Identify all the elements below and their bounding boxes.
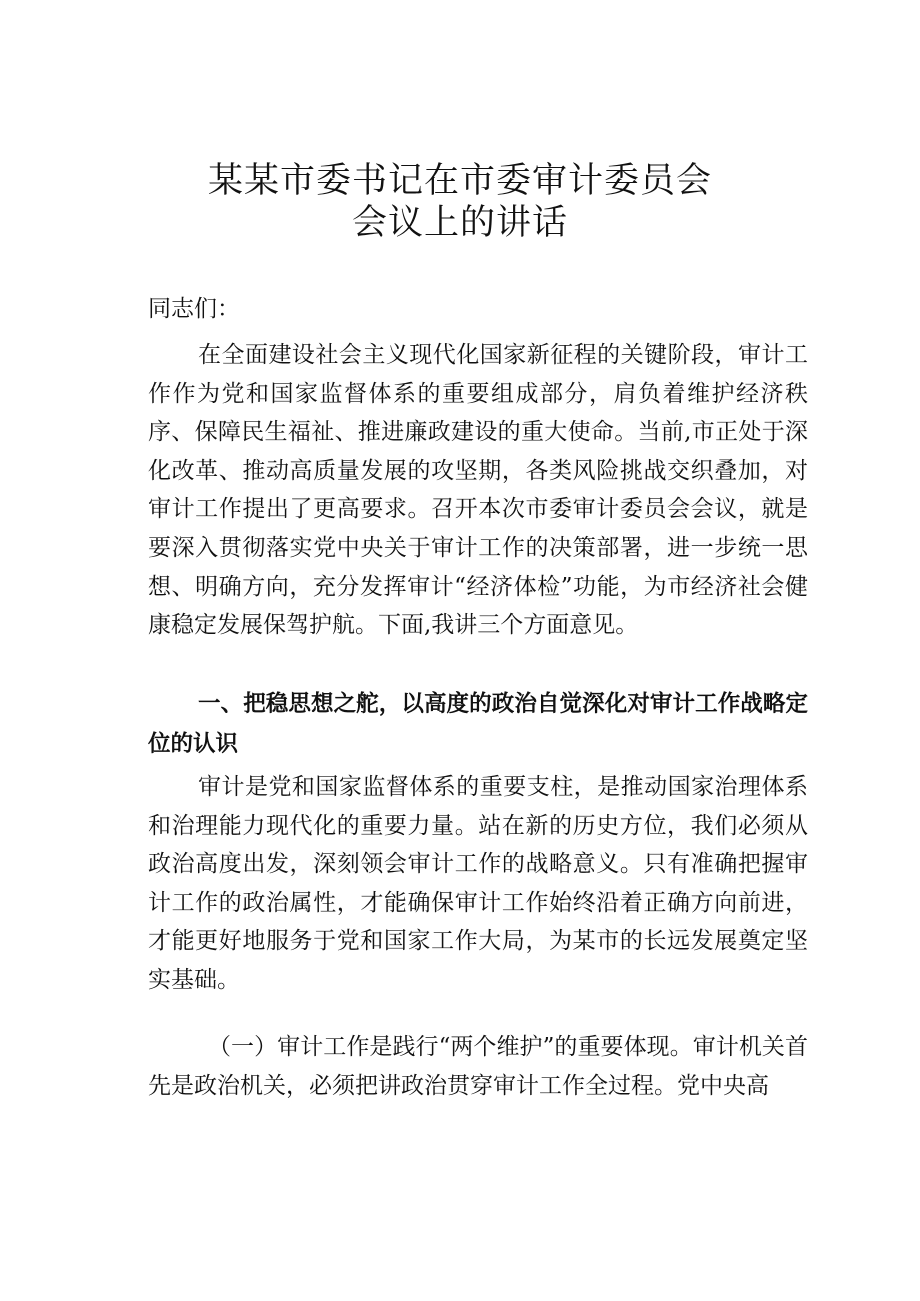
document-title-line-2: 会议上的讲话 — [351, 203, 568, 243]
document-title-line-1: 某某市委书记在市委审计委员会 — [207, 161, 712, 201]
intro-paragraph: 在全面建设社会主义现代化国家新征程的关键阶段，审计工作作为党和国家监督体系的重要组成部分，肩负着维护经济秩序、保障民生福祉、推进廉政建设的重大使命。当前,市正处于深化改革、推动高质量发展的攻坚期，各类风险挑战交织叠加，对审计工作提出了更高要求。召开本次市委审计委员会会议，就是要深入贯彻落实党中央关于审计工作的决策部署，进一步统一思想、明确方向，充分发挥审计“经济体检”功能，为市经济社会健康稳定发展保驾护航。下面,我讲三个方面意见。 — [148, 342, 808, 639]
salutation: 同志们： — [148, 296, 240, 322]
section-1-heading: 一、把稳思想之舵，以高度的政治自觉深化对审计工作战略定位的认识 — [148, 691, 808, 757]
section-1-paragraph: 审计是党和国家监督体系的重要支柱，是推动国家治理体系和治理能力现代化的重要力量。站在新的历史方位，我们必须从政治高度出发，深刻领会审计工作的战略意义。只有准确把握审计工作的政治属性，才能确保审计工作始终沿着正确方向前进，才能更好地服务于党和国家工作大局，为某市的长远发展奠定坚实基础。 — [148, 774, 808, 993]
subsection-1-paragraph: （一）审计工作是践行“两个维护”的重要体现。审计机关首先是政治机关，必须把讲政治贯穿审计工作全过程。党中央高 — [148, 1034, 808, 1099]
